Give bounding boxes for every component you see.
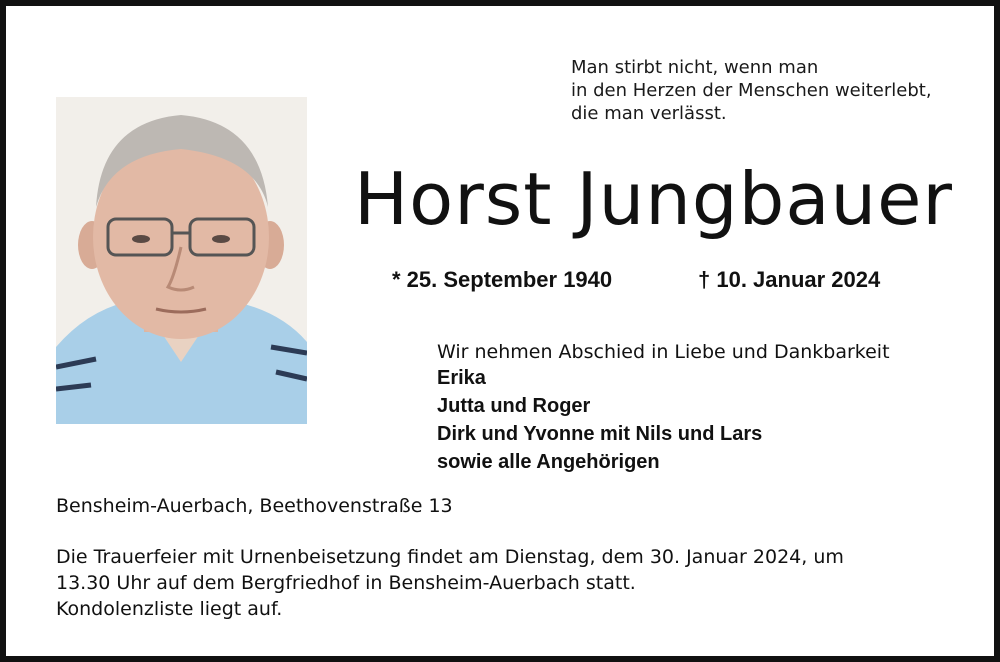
- quote-line: Man stirbt nicht, wenn man: [571, 57, 819, 78]
- mourner-name: Dirk und Yvonne mit Nils und Lars: [437, 423, 763, 445]
- family-address: Bensheim-Auerbach, Beethovenstraße 13: [56, 495, 453, 517]
- quote-line: die man verlässt.: [571, 103, 727, 124]
- farewell-line: Wir nehmen Abschied in Liebe und Dankbarkeit: [437, 341, 890, 363]
- portrait-illustration: [56, 97, 307, 424]
- mourner-name: Erika: [437, 367, 486, 389]
- death-date: † 10. Januar 2024: [698, 267, 881, 292]
- ceremony-line: Kondolenzliste liegt auf.: [56, 598, 283, 620]
- deceased-name: Horst Jungbauer: [354, 157, 953, 241]
- ceremony-line: Die Trauerfeier mit Urnenbeisetzung findet am Dienstag, dem 30. Januar 2024, um: [56, 546, 844, 568]
- ceremony-details: [56, 544, 844, 622]
- mourner-name: sowie alle Angehörigen: [437, 451, 660, 473]
- birth-date: * 25. September 1940: [392, 267, 613, 292]
- mourner-name: Jutta und Roger: [437, 395, 591, 417]
- portrait-photo: [56, 97, 307, 424]
- quote-line: in den Herzen der Menschen weiterlebt,: [571, 80, 932, 101]
- mourners-list: [437, 364, 762, 476]
- ceremony-line: 13.30 Uhr auf dem Bergfriedhof in Bensheim-Auerbach statt.: [56, 572, 636, 594]
- memorial-quote: [571, 56, 932, 125]
